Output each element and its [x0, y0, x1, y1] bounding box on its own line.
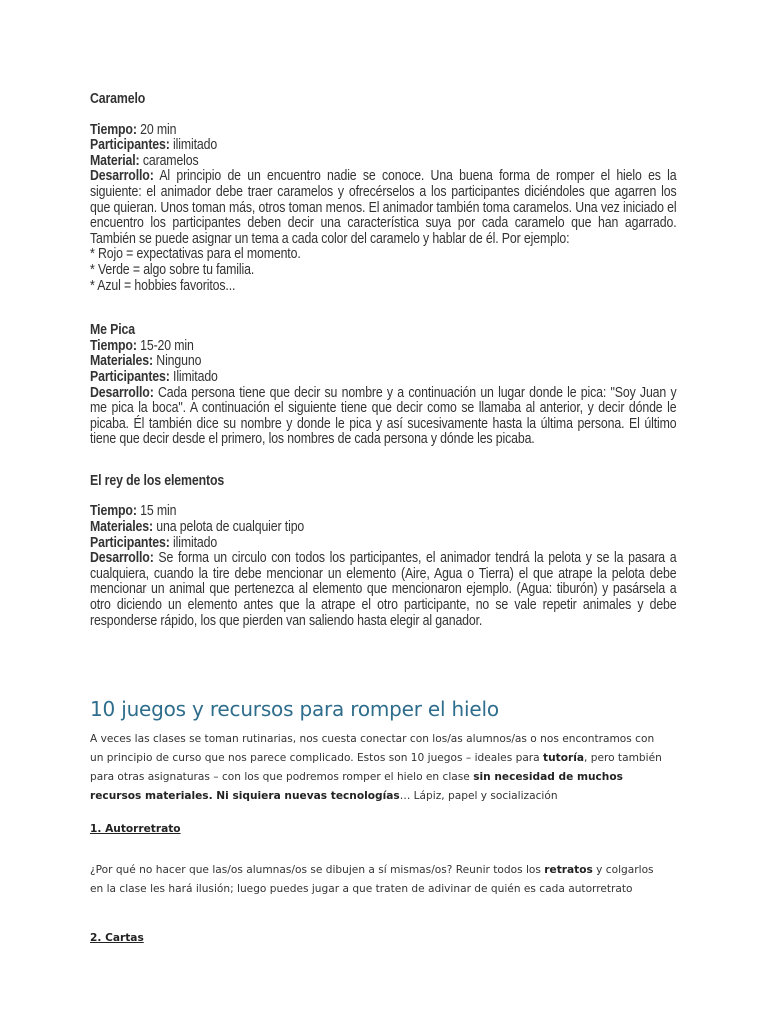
activity-title: Caramelo	[90, 91, 146, 107]
activity-participants	[90, 536, 677, 552]
item-text-autorretrato	[90, 861, 670, 899]
text-run: y colgarlos en la clase les hará ilusión; luego puedes jugar a que traten de adivinar de quién es cada autorretrato	[90, 864, 654, 895]
activity-me-pica	[90, 323, 677, 448]
field-value: 15-20 min	[136, 337, 194, 354]
field-label: Desarrollo:	[90, 384, 154, 401]
field-label: Materiales:	[90, 353, 153, 370]
section-heading: 10 juegos y recursos para romper el hielo	[90, 697, 499, 721]
activity-caramelo	[90, 92, 677, 294]
field-value: Se forma un circulo con todos los participantes, el animador tendrá la pelota y se la pasara a cualquiera, cuando la tire debe mencionar un elemento (Aire, Agua o Tierra) el que atrape la pelota debe mencionar un animal que pertenezca al elemento que mencionaron ejemplo. (Agua: tiburón) y pasársela a otro diciendo un elemento antes que la atrape el otro participante, no se vale repetir animales y debe responderse rápido, los que pierden van saliendo hasta elegir al ganador.	[90, 550, 677, 629]
field-value: ilimitado	[169, 137, 218, 154]
activity-time	[90, 339, 677, 355]
list-item: * Azul = hobbies favoritos...	[90, 277, 236, 294]
list-item: * Verde = algo sobre tu familia.	[90, 261, 255, 278]
activity-rey-elementos	[90, 474, 677, 629]
field-label: Participantes:	[90, 137, 170, 154]
field-value: caramelos	[139, 152, 199, 169]
field-value: Ninguno	[152, 353, 202, 370]
text-run: , pero también para otras asignaturas – con los que podremos romper el hielo en clase	[90, 752, 662, 783]
item-heading-autorretrato: 1. Autorretrato	[90, 823, 181, 835]
field-value: Ilimitado	[169, 368, 218, 385]
field-value: ilimitado	[169, 534, 218, 551]
field-value: 15 min	[136, 503, 177, 520]
field-value: una pelota de cualquier tipo	[152, 519, 305, 536]
field-label: Material:	[90, 152, 140, 169]
activity-material	[90, 154, 677, 170]
activity-materials	[90, 520, 677, 536]
activity-title: El rey de los elementos	[90, 472, 225, 489]
activity-participants	[90, 138, 677, 154]
field-label: Materiales:	[90, 519, 153, 536]
field-value: Cada persona tiene que decir su nombre y a continuación un lugar donde le pica: "Soy Juan y me pica la boca". A continuación el siguiente tiene que decir como se llamaba al anterior, y decir dónde le picaba. Él también dice su nombre y donde le pica y así sucesivamente hasta la última persona. El último tiene que decir desde el primero, los nombres de cada persona y dónde les picaba.	[90, 384, 677, 448]
field-label: Desarrollo:	[90, 168, 154, 185]
text-run-bold: tutoría	[543, 752, 584, 764]
blog-section	[90, 696, 670, 948]
activities-list	[90, 92, 677, 629]
field-label: Participantes:	[90, 368, 170, 385]
text-run: … Lápiz, papel y socialización	[399, 790, 558, 802]
field-label: Tiempo:	[90, 121, 137, 138]
activity-materials	[90, 354, 677, 370]
list-item: * Rojo = expectativas para el momento.	[90, 246, 301, 263]
field-label: Participantes:	[90, 534, 170, 551]
activity-description	[90, 386, 677, 448]
activity-description	[90, 551, 677, 629]
activity-time	[90, 123, 677, 139]
field-label: Tiempo:	[90, 337, 137, 354]
field-label: Desarrollo:	[90, 550, 154, 567]
intro-paragraph	[90, 730, 670, 806]
activity-time	[90, 504, 677, 520]
item-heading-cartas: 2. Cartas	[90, 932, 144, 944]
text-run: ¿Por qué no hacer que las/os alumnas/os se dibujen a sí mismas/os? Reunir todos los	[90, 864, 545, 876]
field-label: Tiempo:	[90, 503, 137, 520]
activity-title: Me Pica	[90, 322, 136, 339]
text-run: A veces las clases se toman rutinarias, nos cuesta conectar con los/as alumnos/as o nos encontramos con un principio de curso que nos parece complicado. Estos son 10 juegos – ideales para	[90, 733, 655, 764]
field-value: 20 min	[136, 121, 177, 138]
activity-description	[90, 169, 677, 247]
text-run-bold: retratos	[544, 864, 593, 876]
text-run-bold: sin necesidad de muchos recursos materiales. Ni siquiera nuevas tecnologías	[90, 771, 623, 802]
field-value: Al principio de un encuentro nadie se conoce. Una buena forma de romper el hielo es la siguiente: el animador debe traer caramelos y ofrecérselos a los participantes diciéndoles que agarren los que quieran. Unos toman más, otros toman menos. El animador también toma caramelos. Una vez iniciado el encuentro los participantes deben decir una característica suya por cada caramelo que han agarrado. También se puede asignar un tema a cada color del caramelo y hablar de él. Por ejemplo:	[90, 168, 677, 247]
activity-participants	[90, 370, 677, 386]
document-body	[90, 92, 677, 629]
